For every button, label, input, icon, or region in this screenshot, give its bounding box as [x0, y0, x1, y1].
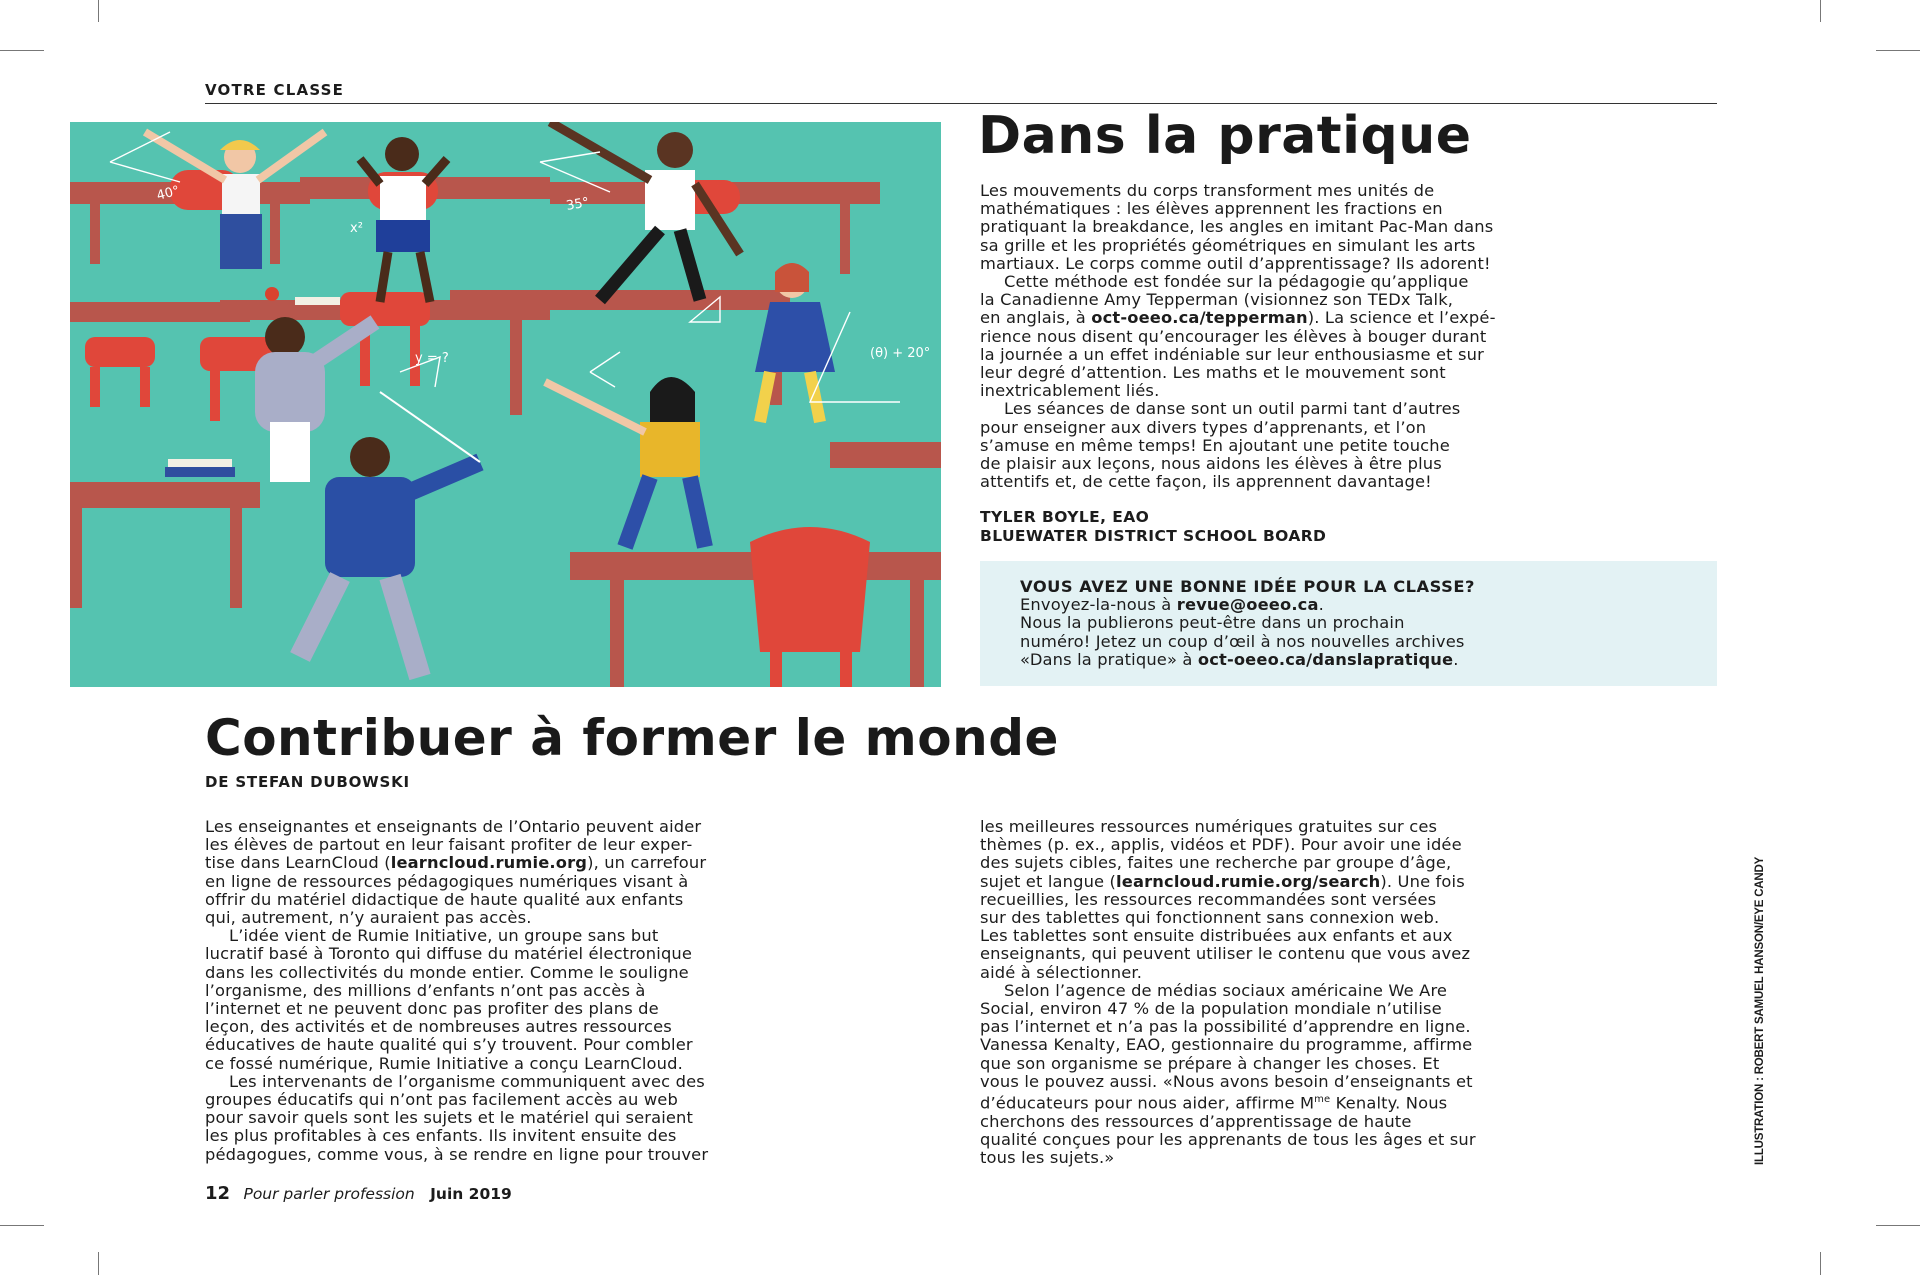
paragraph: Les intervenants de l’organisme communiquent avec des groupes éducatifs qui n’ont pas facilement accès au web pour savoir quels sont les sujets et le matériel qui seraient les plus profitables à ces enfants. Ils invitent ensuite des pédagogues, comme vous, à se rendre en ligne pour trouver	[205, 1071, 709, 1164]
figure-student-2	[360, 137, 447, 302]
section-divider	[205, 103, 1717, 104]
article-author: DE STEFAN DUBOWSKI	[205, 773, 410, 791]
article-body	[980, 182, 1720, 491]
paragraph: Cette méthode est fondée sur la pédagogie qu’applique la Canadienne Amy Tepperman (visionnez son TEDx Talk, en anglais, à oct-oeeo.ca/tepperman). La science et l’expé- rience nous disent qu’encourager les élèves à bouger durant la journée a un effet indéniable sur leur enthousiasme et sur leur degré d’attention. Les maths et le mouvement sont inextricablement liés.	[980, 272, 1496, 401]
paragraph: les meilleures ressources numériques gratuites sur ces thèmes (p. ex., applis, vidéos et PDF). Pour avoir une idée des sujets cibles, faites une recherche par groupe d’âge, sujet et langue (learncloud.rumie.org/search). Une fois recueillies, les ressources recommandées sont versées sur des tablettes qui fonctionnent sans connexion web. Les tablettes sont ensuite distribuées aux enfants et aux enseignants, qui peuvent utiliser le contenu que vous avez aidé à sélectionner.	[980, 817, 1471, 982]
issue-date: Juin 2019	[430, 1185, 512, 1203]
page-number: 12	[205, 1183, 231, 1204]
crop-mark	[98, 0, 99, 22]
math-label: y = ?	[415, 351, 449, 366]
illustration-credit: ILLUSTRATION : ROBERT SAMUEL HANSON/EYE CANDY	[1754, 856, 1766, 1165]
chair-icon	[750, 527, 870, 652]
callout-heading: VOUS AVEZ UNE BONNE IDÉE POUR LA CLASSE?	[1020, 577, 1475, 596]
paragraph: Les enseignantes et enseignants de l’Ontario peuvent aider les élèves de partout en leur faisant profiter de leur exper- tise dans LearnCloud (learncloud.rumie.org), un carrefour en ligne de ressources pédagogiques numériques visant à offrir du matériel didactique de haute qualité aux enfants qui, autrement, n’y auraient pas accès.	[205, 817, 707, 928]
callout-box	[980, 561, 1717, 686]
crop-mark	[98, 1252, 99, 1275]
article-column-2	[980, 818, 1720, 1167]
callout-text: Envoyez-la-nous à revue@oeeo.ca. Nous la publierons peut-être dans un prochain numéro! Jetez un coup d’œil à nos nouvelles archives «Dans la pratique» à oct-oeeo.ca/danslapratique.	[1020, 595, 1465, 669]
crop-mark	[1820, 0, 1821, 22]
classroom-illustration	[70, 122, 941, 687]
math-label: 40°	[155, 183, 182, 204]
byline-name: TYLER BOYLE, EAO	[980, 508, 1150, 526]
section-label: VOTRE CLASSE	[205, 81, 345, 99]
crop-mark	[0, 50, 44, 51]
article-title: Contribuer à former le monde	[205, 709, 1059, 767]
crop-mark	[1876, 50, 1920, 51]
crop-mark	[1820, 1252, 1821, 1275]
article-column-1	[205, 818, 945, 1164]
figure-student-6	[545, 377, 705, 547]
figure-teacher	[300, 392, 480, 677]
page-footer	[205, 1183, 512, 1204]
paragraph: Selon l’agence de médias sociaux américaine We Are Social, environ 47 % de la population mondiale n’utilise pas l’internet et n’a pas la possibilité d’apprendre en ligne. Vanessa Kenalty, EAO, gestionnaire du programme, affirme que son organisme se prépare à changer les choses. Et vous le pouvez aussi. «Nous avons besoin d’enseignants et d’éducateurs pour nous aider, affirme $M^{me}$ Kenalty. Nous cherchons des ressources d’apprentissage de haute qualité conçues pour les apprenants de tous les âges et sur tous les sujets.»	[980, 980, 1476, 1168]
paragraph: L’idée vient de Rumie Initiative, un groupe sans but lucratif basé à Toronto qui diffuse du matériel électronique dans les collectivités du monde entier. Comme le souligne l’organisme, des millions d’enfants n’ont pas accès à l’internet et ne peuvent donc pas profiter des plans de leçon, des activités et de nombreuses autres ressources éducatives de haute qualité qui s’y trouvent. Pour combler ce fossé numérique, Rumie Initiative a conçu LearnCloud.	[205, 926, 693, 1073]
math-label: (θ) + 20°	[870, 346, 931, 361]
byline-organization: BLUEWATER DISTRICT SCHOOL BOARD	[980, 527, 1327, 545]
paragraph: Les séances de danse sont un outil parmi tant d’autres pour enseigner aux divers types d’apprenants, et l’on s’amuse en même temps! En ajoutant une petite touche de plaisir aux leçons, nous aidons les élèves à être plus attentifs et, de cette façon, ils apprennent davantage!	[980, 399, 1461, 492]
crop-mark	[1876, 1225, 1920, 1226]
crop-mark	[0, 1225, 44, 1226]
publication-name: Pour parler profession	[243, 1185, 415, 1203]
paragraph: Les mouvements du corps transforment mes unités de mathématiques : les élèves apprennent les fractions en pratiquant la breakdance, les angles en imitant Pac-Man dans sa grille et les propriétés géométriques en simulant les arts martiaux. Le corps comme outil d’apprentissage? Ils adorent!	[980, 181, 1494, 273]
article-title: Dans la pratique	[978, 106, 1472, 166]
figure-student-4	[755, 263, 835, 422]
math-label: 35°	[565, 195, 591, 214]
article-byline	[980, 508, 1326, 546]
math-label: x²	[350, 221, 363, 236]
